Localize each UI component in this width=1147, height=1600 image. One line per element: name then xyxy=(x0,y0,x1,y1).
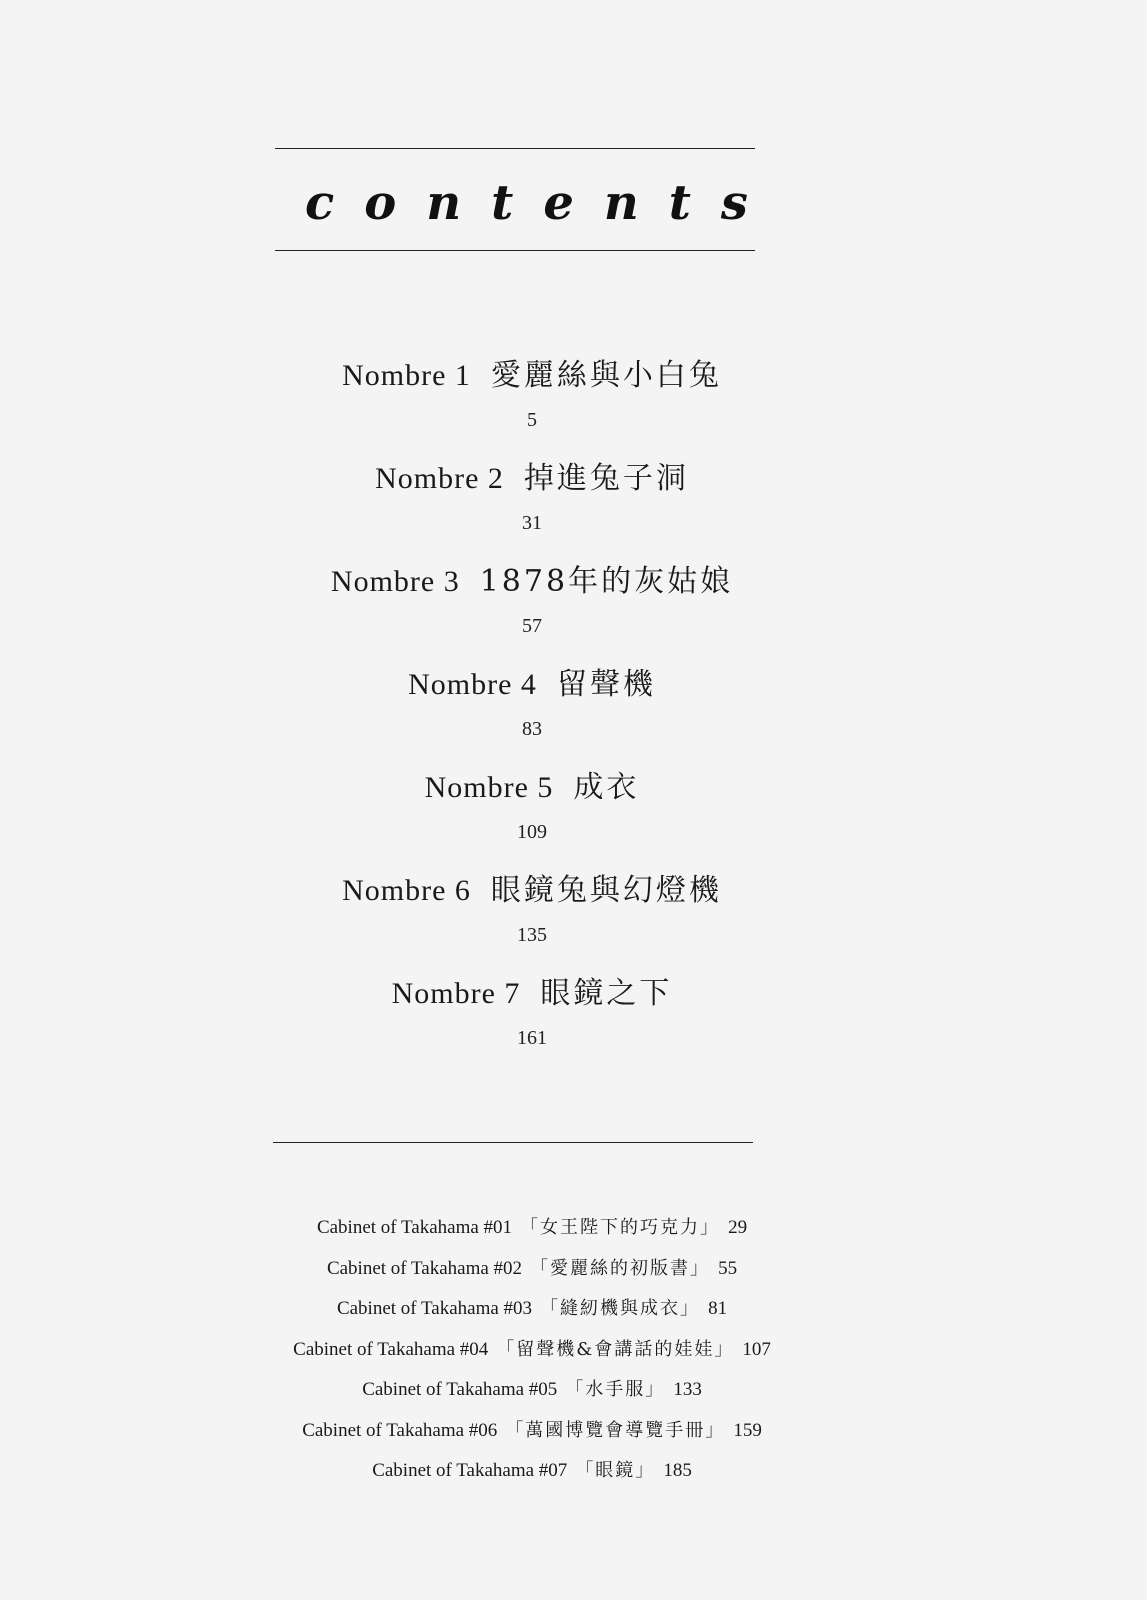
chapter-entry[interactable] xyxy=(0,764,1064,867)
cabinet-label: Cabinet of Takahama #02 xyxy=(326,1257,523,1279)
section-rule xyxy=(273,1142,753,1143)
cabinet-title: 「萬國博覽會導覽手冊」 xyxy=(505,1419,726,1441)
cabinet-label: Cabinet of Takahama #01 xyxy=(316,1217,513,1238)
chapter-entry[interactable] xyxy=(0,558,1064,661)
chapter-page: 109 xyxy=(517,821,547,843)
cabinet-page: 107 xyxy=(742,1338,771,1360)
cabinet-title: 「眼鏡」 xyxy=(575,1460,656,1481)
cabinet-entry[interactable] xyxy=(0,1411,1064,1452)
cabinet-entry[interactable] xyxy=(0,1370,1064,1411)
chapter-title: 眼鏡之下 xyxy=(540,976,673,1011)
top-rule xyxy=(275,148,755,149)
cabinet-page: 185 xyxy=(663,1460,692,1481)
page-title: contents xyxy=(305,175,778,231)
chapter-title: 成衣 xyxy=(573,770,640,805)
chapter-title: 掉進兔子洞 xyxy=(523,461,689,496)
chapter-entry[interactable] xyxy=(0,867,1064,970)
chapter-entry[interactable] xyxy=(0,970,1064,1073)
cabinet-title: 「女王陛下的巧克力」 xyxy=(520,1217,721,1238)
chapter-page: 57 xyxy=(522,615,542,637)
cabinet-entry[interactable] xyxy=(0,1289,1064,1330)
cabinet-label: Cabinet of Takahama #04 xyxy=(293,1338,489,1360)
cabinet-title: 「留聲機&會講話的娃娃」 xyxy=(496,1338,735,1360)
chapter-entry[interactable] xyxy=(0,455,1064,558)
cabinet-label: Cabinet of Takahama #05 xyxy=(362,1379,558,1400)
chapter-number: Nombre 1 xyxy=(342,359,471,392)
cabinet-entry[interactable] xyxy=(0,1330,1064,1371)
chapter-page: 83 xyxy=(522,718,542,740)
chapter-title: 眼鏡兔與幻燈機 xyxy=(490,873,722,908)
cabinet-page: 133 xyxy=(673,1379,702,1400)
chapter-entry[interactable] xyxy=(0,352,1064,455)
chapter-page: 161 xyxy=(517,1027,547,1049)
chapter-number: Nombre 5 xyxy=(424,771,554,804)
title-rule xyxy=(275,250,755,251)
cabinet-label: Cabinet of Takahama #03 xyxy=(336,1298,533,1319)
cabinet-page: 159 xyxy=(733,1419,762,1441)
chapter-title: 1878年的灰姑娘 xyxy=(479,564,734,599)
cabinet-label: Cabinet of Takahama #07 xyxy=(372,1460,568,1481)
chapter-number: Nombre 7 xyxy=(391,977,521,1010)
cabinet-title: 「縫紉機與成衣」 xyxy=(540,1298,701,1319)
cabinet-list xyxy=(0,1208,1064,1492)
chapter-list xyxy=(0,352,1064,1073)
chapter-title: 愛麗絲與小白兔 xyxy=(490,358,722,393)
cabinet-entry[interactable] xyxy=(0,1249,1064,1290)
chapter-number: Nombre 3 xyxy=(330,565,460,598)
cabinet-entry[interactable] xyxy=(0,1451,1064,1492)
chapter-page: 135 xyxy=(517,924,547,946)
cabinet-title: 「愛麗絲的初版書」 xyxy=(530,1257,711,1279)
cabinet-label: Cabinet of Takahama #06 xyxy=(302,1419,498,1441)
cabinet-page: 81 xyxy=(708,1298,728,1319)
chapter-entry[interactable] xyxy=(0,661,1064,764)
cabinet-title: 「水手服」 xyxy=(565,1379,666,1400)
cabinet-entry[interactable] xyxy=(0,1208,1064,1249)
chapter-number: Nombre 4 xyxy=(408,668,537,701)
chapter-title: 留聲機 xyxy=(556,667,656,702)
chapter-number: Nombre 2 xyxy=(375,462,504,495)
chapter-page: 5 xyxy=(527,409,537,431)
cabinet-page: 29 xyxy=(728,1217,748,1238)
cabinet-page: 55 xyxy=(718,1257,738,1279)
chapter-number: Nombre 6 xyxy=(342,874,471,907)
chapter-page: 31 xyxy=(522,512,542,534)
